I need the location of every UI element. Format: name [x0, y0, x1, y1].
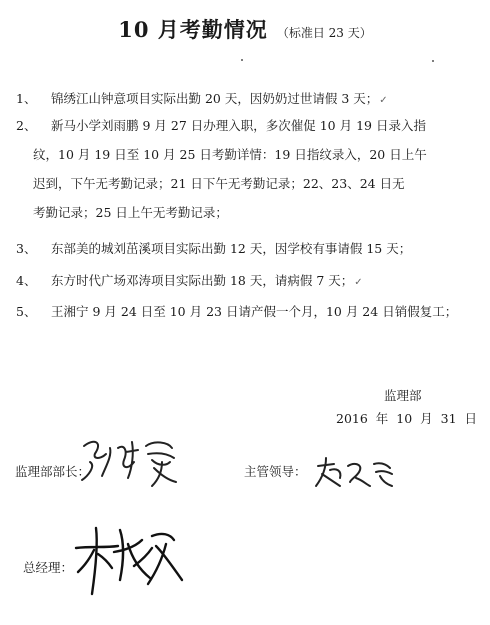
document-date: 2016 年 10 月 31 日: [336, 411, 477, 426]
item-line: 王湘宁 9 月 24 日至 10 月 23 日请产假一个月，10 月 24 日销假复工；: [51, 304, 458, 319]
item-number: 3、: [16, 241, 37, 256]
general-manager-label: 总经理：: [23, 560, 74, 575]
scan-speck: [432, 60, 434, 62]
item-text: [51, 301, 471, 323]
general-manager-signature: [70, 510, 190, 600]
scan-speck: [241, 59, 243, 61]
item-line: 东部美的城刘茁溪项目实际出勤 12 天，因学校有事请假 15 天；: [51, 241, 412, 256]
standard-days-note: （标准日 23 天）: [276, 26, 372, 40]
supervisor-signature: [312, 452, 398, 492]
item-text: [33, 115, 471, 224]
item-text: [51, 88, 471, 112]
document-title-block: [0, 14, 490, 44]
item-line: 纹，10 月 19 日至 10 月 25 日考勤详情：19 日指纹录入，20 日上午: [33, 147, 427, 162]
item-number: 4、: [16, 273, 37, 288]
item-text: [51, 270, 471, 294]
check-mark: ✓: [379, 95, 388, 106]
item-line: 考勤记录；25 日上午无考勤记录；: [33, 205, 228, 220]
item-line: 新马小学刘雨鹏 9 月 27 日办理入职，多次催促 10 月 19 日录入指: [51, 118, 426, 133]
item-line: 锦绣江山钟意项目实际出勤 20 天，因奶奶过世请假 3 天；: [51, 91, 379, 106]
item-line: 东方时代广场邓涛项目实际出勤 18 天，请病假 7 天；: [51, 273, 354, 288]
item-number: 5、: [16, 304, 37, 319]
check-mark: ✓: [354, 277, 363, 288]
item-number: 2、: [16, 118, 37, 133]
item-text: [51, 238, 471, 260]
item-line: 迟到，下午无考勤记录；21 日下午无考勤记录；22、23、24 日无: [33, 176, 405, 191]
item-number: 1、: [16, 91, 37, 106]
document-title: 10 月考勤情况: [118, 17, 268, 42]
issuing-department: 监理部: [384, 388, 422, 403]
department-head-signature: [76, 432, 186, 490]
supervisor-label: 主管领导：: [244, 464, 307, 479]
department-head-label: 监理部部长：: [15, 464, 91, 479]
